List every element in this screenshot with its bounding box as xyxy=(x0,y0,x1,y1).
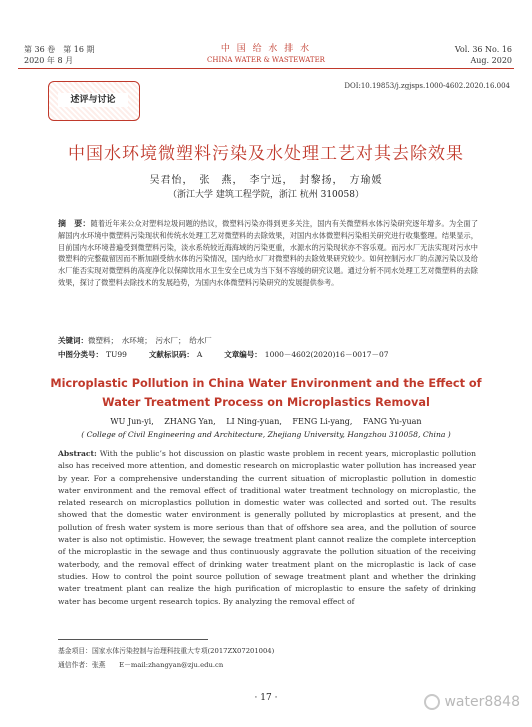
abstract-cn-label: 摘 要： xyxy=(58,218,91,228)
clc-value: TU99 xyxy=(106,350,127,359)
title-en: Microplastic Pollution in China Water Environment and the Effect of Water Treatment Process on Microplastics Removal xyxy=(50,377,482,409)
doc-code-label: 文献标识码： xyxy=(148,350,194,359)
footnote-divider xyxy=(58,639,208,640)
date-cn: 2020 年 8 月 xyxy=(24,56,74,65)
wechat-icon xyxy=(424,694,440,710)
abstract-cn xyxy=(58,218,478,289)
affiliation-cn: （浙江大学 建筑工程学院，浙江 杭州 310058） xyxy=(168,190,364,200)
journal-header xyxy=(0,43,532,65)
abstract-cn-text: 随着近年来公众对塑料垃圾问题的热议，微塑料污染亦得到更多关注，国内有关微塑料水体污染研究逐年增多。为全面了解国内水环境中微塑料污染现状和传统水处理工艺对微塑料的去除效果，对国内水体微塑料污染相关研究进行收集整理。结果显示，目前国内水环境普遍受到微塑料污染，淡水系统较近海海域的污染更重，水源水的污染现状亦不容乐观。而污水厂无法实现对污水中微塑料的完整截留因而不断加剧受纳水体的污染情况，国内给水厂对微塑料的去除效果研究较少。如何控制污水厂的点源污染以及给水厂能否实现对微塑料的高度净化以保障饮用水卫生安全已成为当下刻不容缓的研究议题。通过分析不同水处理工艺对微塑料的去除效果，探讨了微塑料去除技术的发展趋势，为国内水体微塑料污染研究的发展提供参考。 xyxy=(58,219,479,287)
clc-label: 中图分类号： xyxy=(58,350,103,359)
volume-en: Vol. 36 No. 16 xyxy=(454,45,512,54)
authors-en: WU Jun-yi, ZHANG Yan, LI Ning-yuan, FENG Li-yang, FANG Yu-yuan xyxy=(110,417,422,426)
affiliation-en: ( College of Civil Engineering and Architecture, Zhejiang University, Hangzhou 310058, China ) xyxy=(81,430,451,439)
volume-cn: 第 36 卷 第 16 期 xyxy=(24,45,95,54)
corresponding-author-footnote: 通信作者：张燕 E－mail:zhangyan@zju.edu.cn xyxy=(58,661,224,669)
date-en: Aug. 2020 xyxy=(470,56,512,65)
fund-footnote: 基金项目：国家水体污染控制与治理科技重大专项(2017ZX07201004) xyxy=(58,647,275,655)
journal-name-en: CHINA WATER & WASTEWATER xyxy=(207,56,325,64)
article-no-label: 文章编号： xyxy=(224,350,262,359)
journal-name-cn: 中 国 给 水 排 水 xyxy=(220,44,312,54)
abstract-en xyxy=(58,448,476,608)
header-right xyxy=(455,44,512,66)
category-label: 述评与讨论 xyxy=(58,93,128,107)
keywords-cn xyxy=(58,335,478,346)
doi[interactable]: DOI:10.19853/j.zgjsps.1000-4602.2020.16.004 xyxy=(344,82,510,90)
title-cn: 中国水环境微塑料污染及水处理工艺对其去除效果 xyxy=(68,144,464,164)
keywords-cn-text: 微塑料； 水环境； 污水厂； 给水厂 xyxy=(88,336,212,345)
header-divider xyxy=(18,68,514,69)
abstract-en-label: Abstract: xyxy=(58,449,97,458)
doc-code-value: A xyxy=(196,350,203,359)
classification-line xyxy=(58,349,478,360)
authors-cn: 吴君怡， 张 燕， 李宁远， 封黎扬， 方瑜媛 xyxy=(149,175,383,186)
watermark-text: water8848 xyxy=(444,694,520,710)
abstract-en-text: With the public’s hot discussion on plastic waste problem in recent years, microplastic pollution also has received more attention, and domestic research on microplastic water pollution has increased year by year. For a comprehensive understanding the current situation of microplastic pollution in domestic water environment and the removal effect of traditional water treatment technology on microplastic, the related research on microplastics pollution in domestic water was collected and sorted out. The results showed that the domestic water environment is generally polluted by microplastics at present, and the pollution of fresh water system is more serious than that of offshore sea area, and the pollution of source water is also not optimistic. However, the sewage treatment plant cannot realize the complete interception of the microplastic in the sewage and thus continuously aggravate the pollution situation of the receiving waterbody, and the removal effect of drinking water treatment plant on the microplastic is lack of case studies. How to control the point source pollution of sewage treatment plant and whether the drinking water treatment plant can realize the high purification of microplastic to ensure the safety of drinking water has become urgent research topics. By analyzing the removal effect of xyxy=(58,449,477,606)
watermark xyxy=(424,694,520,710)
article-no-value: 1000－4602(2020)16－0017－07 xyxy=(264,350,389,359)
page-number: · 17 · xyxy=(254,693,278,703)
keywords-cn-label: 关键词： xyxy=(58,336,88,345)
